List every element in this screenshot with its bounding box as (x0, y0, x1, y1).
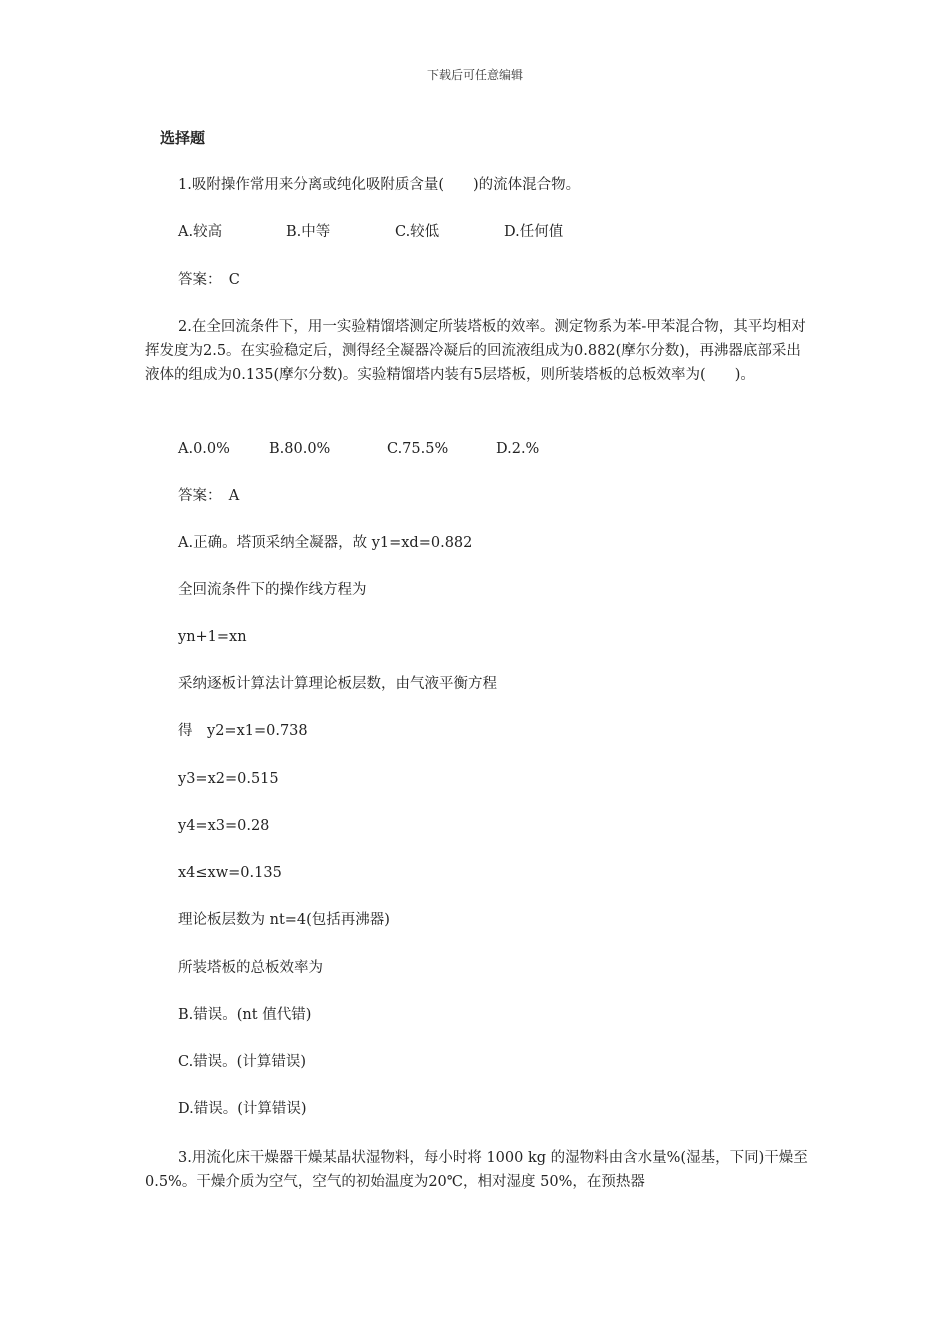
option-d: D.2.% (496, 441, 540, 457)
explanation-line: 得 y2=x1=0.738 (178, 723, 308, 739)
explanation-line: C.错误。(计算错误) (178, 1054, 307, 1070)
option-d: D.任何值 (504, 224, 564, 240)
question-2-answer: 答案： A (178, 488, 240, 504)
question-2-stem: 2.在全回流条件下，用一实验精馏塔测定所装塔板的效率。测定物系为苯-甲苯混合物，其平均相对挥发度为2.5。在实验稳定后，测得经全凝器冷凝后的回流液组成为0.882(摩尔分数)，再沸器底部采出液体的组成为0.135(摩尔分数)。实验精馏塔内装有5层塔板，则所装塔板的总板效率为( )。 (145, 319, 806, 383)
question-1-stem: 1.吸附操作常用来分离或纯化吸附质含量( )的流体混合物。 (178, 177, 581, 193)
page-header: 下载后可任意编辑 (426, 68, 523, 82)
option-c: C.75.5% (387, 441, 449, 457)
question-1-answer: 答案： C (178, 272, 240, 288)
option-b: B.80.0% (269, 441, 331, 457)
section-title: 选择题 (160, 129, 206, 147)
question-2-options (178, 438, 539, 460)
explanation-line: x4≤xw=0.135 (178, 865, 282, 881)
explanation-line: 全回流条件下的操作线方程为 (178, 582, 367, 598)
explanation-line: D.错误。(计算错误) (178, 1101, 307, 1117)
option-b: B.中等 (286, 224, 331, 240)
question-3-stem: 3.用流化床干燥器干燥某晶状湿物料，每小时将 1000 kg 的湿物料由含水量%(湿基，下同)干燥至 0.5%。干燥介质为空气，空气的初始温度为20℃，相对湿度 50%，在预热器 (145, 1150, 808, 1190)
explanation-line: 理论板层数为 nt=4(包括再沸器) (178, 912, 390, 928)
explanation-line: y3=x2=0.515 (178, 771, 279, 787)
explanation-line: B.错误。(nt 值代错) (178, 1007, 312, 1023)
option-a: A.0.0% (178, 441, 230, 457)
option-a: A.较高 (178, 224, 223, 240)
explanation-line: 所装塔板的总板效率为 (178, 960, 323, 976)
explanation-line: 采纳逐板计算法计算理论板层数，由气液平衡方程 (178, 676, 497, 692)
question-1-options (178, 221, 563, 243)
explanation-line: yn+1=xn (178, 629, 247, 645)
explanation-line: A.正确。塔顶采纳全凝器，故 y1=xd=0.882 (178, 535, 473, 551)
explanation-line: y4=x3=0.28 (178, 818, 270, 834)
option-c: C.较低 (395, 224, 440, 240)
